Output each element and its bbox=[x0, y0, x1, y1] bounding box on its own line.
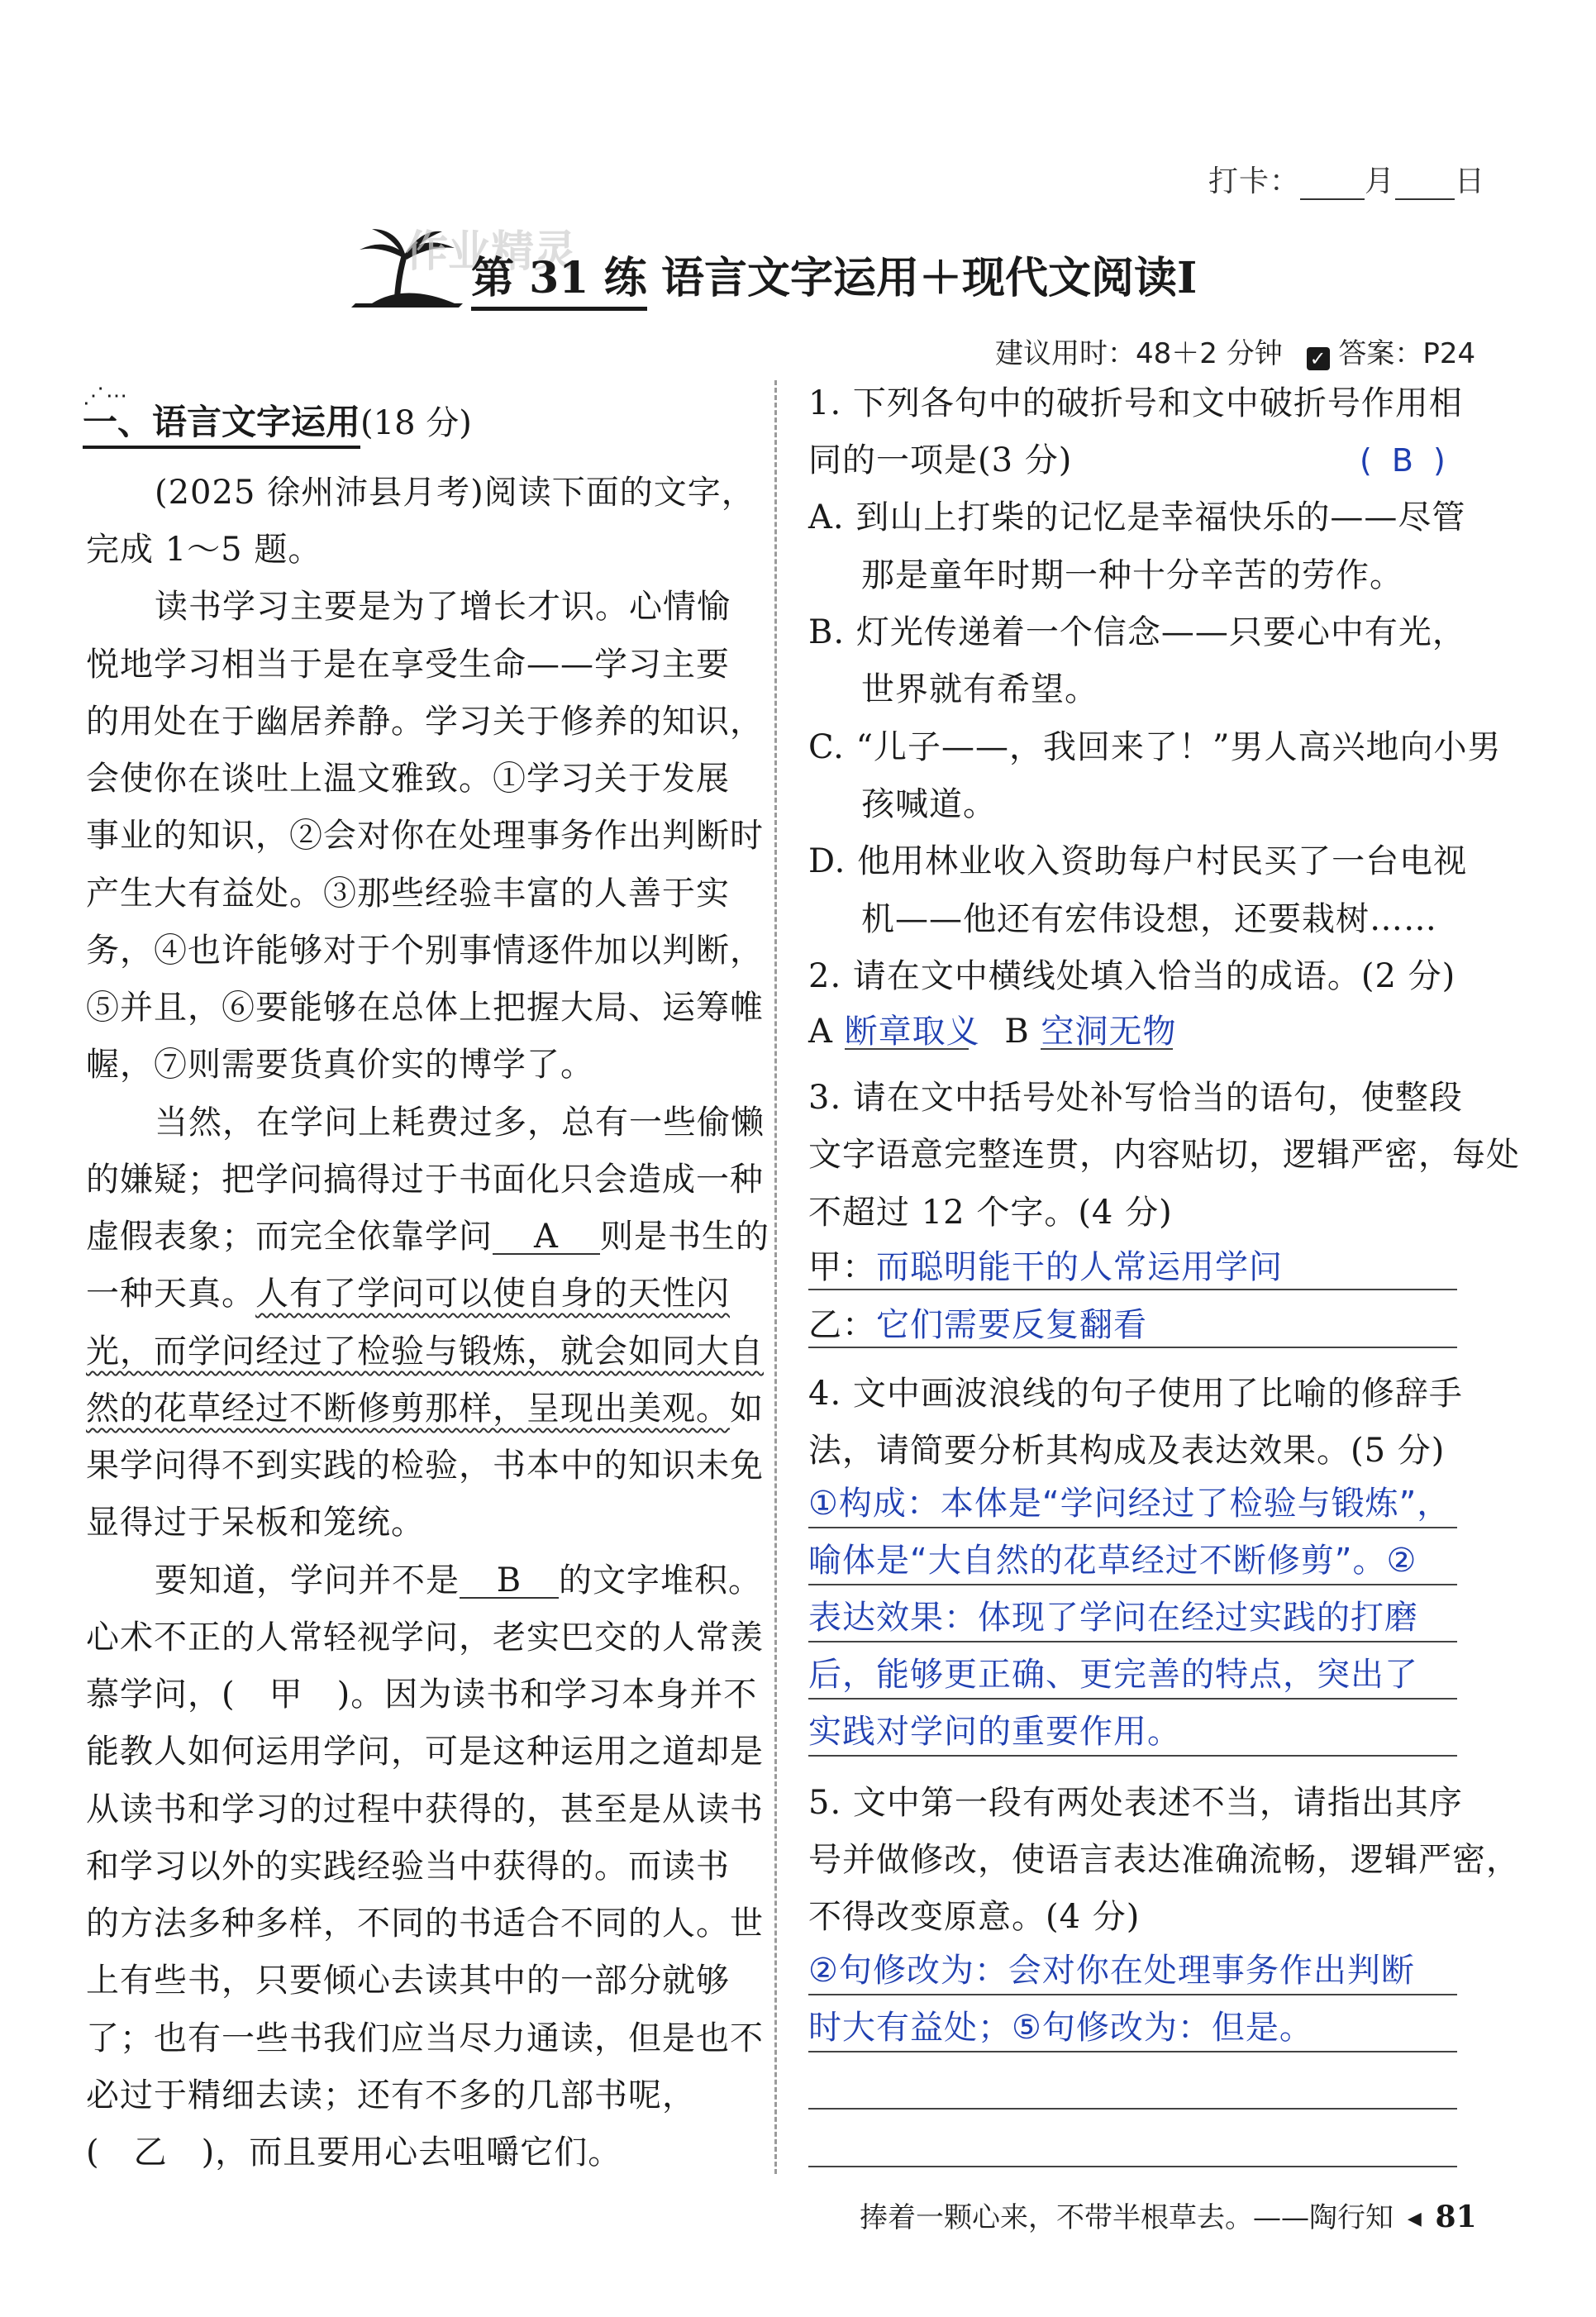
wavy-underlined-sentence: 光，而学问经过了检验与锻炼，就会如同大自 bbox=[86, 1333, 764, 1371]
option-b[interactable]: B. 灯光传递着一个信念——只要心中有光， bbox=[808, 613, 1466, 651]
answer-blank-line[interactable] bbox=[808, 2166, 1457, 2167]
day-label: 日 bbox=[1455, 164, 1486, 198]
blank-b: B bbox=[460, 1564, 559, 1599]
triangle-left-icon: ◀ bbox=[1407, 2209, 1422, 2229]
passage-text: 要知道，学问并不是 bbox=[155, 1561, 460, 1599]
passage-line: 能教人如何运用学问，可是这种运用之道却是 bbox=[86, 1733, 764, 1771]
blank-a: A bbox=[493, 1220, 600, 1255]
question-stem: 法，请简要分析其构成及表达效果。(5 分) bbox=[808, 1432, 1446, 1470]
option-c-cont: 孩喊道。 bbox=[861, 785, 997, 823]
passage-line: 读书学习主要是为了增长才识。心情愉 bbox=[155, 588, 731, 626]
footer bbox=[860, 2195, 1477, 2235]
question-stem: 文字语意完整连贯，内容贴切，逻辑严密，每处 bbox=[808, 1136, 1520, 1174]
answer-line[interactable]: 时大有益处；⑤句修改为：但是。 bbox=[808, 2011, 1457, 2052]
question-stem: 5. 文中第一段有两处表述不当，请指出其序 bbox=[808, 1784, 1463, 1822]
answer-ref: 答案：P24 bbox=[1338, 337, 1476, 370]
passage-line: 和学习以外的实践经验当中获得的。而读书 bbox=[86, 1847, 730, 1886]
answer-yi-row bbox=[808, 1306, 1457, 1348]
section-title: 一、语言文字运用 bbox=[83, 402, 360, 449]
answer-bracket bbox=[1360, 444, 1451, 477]
passage-line: 从读书和学习的过程中获得的，甚至是从读书 bbox=[86, 1790, 764, 1828]
passage-line: 的嫌疑；把学问搞得过于书面化只会造成一种 bbox=[86, 1161, 764, 1199]
meta-line bbox=[995, 331, 1475, 371]
suggested-time: 建议用时：48＋2 分钟 bbox=[995, 337, 1283, 370]
label-a: A bbox=[808, 1013, 833, 1051]
option-a[interactable]: A. 到山上打柴的记忆是幸福快乐的——尽管 bbox=[808, 498, 1466, 536]
checkbox-icon: ✓ bbox=[1307, 347, 1330, 370]
passage-line-wavy-end bbox=[86, 1390, 764, 1428]
answer-a[interactable]: 断章取义 bbox=[844, 1013, 980, 1051]
lesson-number: 第 31 练 bbox=[471, 243, 647, 311]
answer-b[interactable]: 空洞无物 bbox=[1041, 1013, 1177, 1051]
wavy-underlined-sentence: 然的花草经过不断修剪那样，呈现出美观。 bbox=[86, 1390, 730, 1428]
passage-line: 事业的知识，②会对你在处理事务作出判断时 bbox=[86, 817, 764, 855]
label-jia: 甲： bbox=[808, 1248, 876, 1286]
answer-yi[interactable]: 它们需要反复翻看 bbox=[876, 1306, 1147, 1344]
checkin-area bbox=[1208, 165, 1485, 200]
passage-line: 务，④也许能够对于个别事情逐件加以判断， bbox=[86, 932, 764, 970]
passage-line: 会使你在谈吐上温文雅致。①学习关于发展 bbox=[86, 760, 730, 798]
passage-line-with-blank-a bbox=[86, 1220, 769, 1255]
page-number: 81 bbox=[1435, 2200, 1477, 2234]
passage-line: ( 乙 )，而且要用心去咀嚼它们。 bbox=[86, 2133, 622, 2172]
section-heading bbox=[83, 384, 472, 445]
section-score: (18 分) bbox=[360, 404, 472, 442]
question-stem: 同的一项是(3 分) bbox=[808, 441, 1073, 479]
answer-jia-row bbox=[808, 1248, 1457, 1290]
passage-text: 则是书生的 bbox=[600, 1218, 769, 1256]
lesson-topic: 语言文字运用＋现代文阅读Ⅰ bbox=[661, 253, 1198, 303]
answer-line[interactable]: 喻体是“大自然的花草经过不断修剪”。② bbox=[808, 1544, 1457, 1585]
question-stem: 2. 请在文中横线处填入恰当的成语。(2 分) bbox=[808, 957, 1456, 995]
passage-line: 显得过于呆板和笼统。 bbox=[86, 1504, 425, 1542]
label-b: B bbox=[1004, 1013, 1030, 1051]
title-bar bbox=[347, 225, 1240, 316]
question-stem: 1. 下列各句中的破折号和文中破折号作用相 bbox=[808, 384, 1463, 422]
passage-line-with-blank-b bbox=[155, 1561, 762, 1599]
dots-icon: ⋰⋯ bbox=[83, 384, 129, 408]
passage-text: 如 bbox=[730, 1390, 764, 1428]
month-blank[interactable] bbox=[1300, 165, 1365, 200]
question-stem: 号并做修改，使语言表达准确流畅，逻辑严密， bbox=[808, 1841, 1520, 1879]
label-yi: 乙： bbox=[808, 1306, 876, 1344]
column-divider bbox=[774, 380, 777, 2174]
option-d-cont: 机——他还有宏伟设想，还要栽树…… bbox=[861, 900, 1437, 938]
option-b-cont: 世界就有希望。 bbox=[861, 670, 1098, 708]
question-stem: 3. 请在文中括号处补写恰当的语句，使整段 bbox=[808, 1079, 1463, 1117]
month-label: 月 bbox=[1365, 164, 1396, 198]
passage-line: 的用处在于幽居养静。学习关于修养的知识， bbox=[86, 703, 764, 741]
answer-line[interactable]: 实践对学问的重要作用。 bbox=[808, 1715, 1457, 1757]
passage-line: 的方法多种多样，不同的书适合不同的人。世 bbox=[86, 1905, 764, 1943]
passage-line-wavy-start bbox=[86, 1275, 730, 1313]
question-stem: 4. 文中画波浪线的句子使用了比喻的修辞手 bbox=[808, 1375, 1463, 1413]
passage-line: 幄，⑦则需要货真价实的博学了。 bbox=[86, 1046, 594, 1084]
answer-line[interactable]: ①构成：本体是“学问经过了检验与锻炼”， bbox=[808, 1487, 1457, 1528]
footer-quote: 捧着一颗心来，不带半根草去。——陶行知 bbox=[860, 2201, 1394, 2234]
passage-line: 必过于精细去读；还有不多的几部书呢， bbox=[86, 2076, 696, 2114]
option-a-cont: 那是童年时期一种十分辛苦的劳作。 bbox=[861, 556, 1403, 594]
passage-text: 的文字堆积。 bbox=[559, 1561, 762, 1599]
passage-line: ⑤并且，⑥要能够在总体上把握大局、运筹帷 bbox=[86, 989, 764, 1027]
option-d[interactable]: D. 他用林业收入资助每户村民买了一台电视 bbox=[808, 842, 1468, 880]
passage-line: 产生大有益处。③那些经验丰富的人善于实 bbox=[86, 875, 730, 913]
passage-line: 悦地学习相当于是在享受生命——学习主要 bbox=[86, 646, 730, 684]
answer-line[interactable]: ②句修改为：会对你在处理事务作出判断 bbox=[808, 1954, 1457, 1995]
passage-line: 心术不正的人常轻视学问，老实巴交的人常羡 bbox=[86, 1619, 764, 1657]
checkin-label: 打卡： bbox=[1208, 164, 1301, 198]
answer-line[interactable]: 表达效果：体现了学问在经过实践的打磨 bbox=[808, 1601, 1457, 1642]
answer-line[interactable]: 后，能够更正确、更完善的特点，突出了 bbox=[808, 1658, 1457, 1700]
day-blank[interactable] bbox=[1395, 165, 1455, 200]
passage-text: 虚假表象；而完全依靠学问 bbox=[86, 1218, 493, 1256]
title-watermark: 作业精灵 bbox=[405, 227, 578, 277]
passage-line: (2025 徐州沛县月考)阅读下面的文字， bbox=[155, 474, 755, 512]
answer-blank-line[interactable] bbox=[808, 2108, 1457, 2110]
passage-line: 了；也有一些书我们应当尽力通读，但是也不 bbox=[86, 2019, 764, 2057]
wavy-underlined-sentence: 人有了学问可以使自身的天性闪 bbox=[255, 1275, 730, 1313]
passage-line: 上有些书，只要倾心去读其中的一部分就够 bbox=[86, 1962, 730, 2000]
answer-choice: ( B ) bbox=[1360, 442, 1451, 479]
question-stem: 不得改变原意。(4 分) bbox=[808, 1898, 1141, 1936]
q2-answers bbox=[808, 1013, 1177, 1051]
passage-line: 果学问得不到实践的检验，书本中的知识未免 bbox=[86, 1447, 764, 1485]
question-stem: 不超过 12 个字。(4 分) bbox=[808, 1194, 1173, 1232]
passage-text: 一种天真。 bbox=[86, 1275, 255, 1313]
passage-line: 完成 1～5 题。 bbox=[86, 531, 322, 569]
passage-line: 慕学问，( 甲 )。因为读书和学习本身并不 bbox=[86, 1676, 758, 1714]
option-c[interactable]: C. “儿子——，我回来了！”男人高兴地向小男 bbox=[808, 728, 1502, 766]
answer-jia[interactable]: 而聪明能干的人常运用学问 bbox=[876, 1248, 1283, 1286]
passage-line: 当然，在学问上耗费过多，总有一些偷懒 bbox=[155, 1104, 765, 1142]
